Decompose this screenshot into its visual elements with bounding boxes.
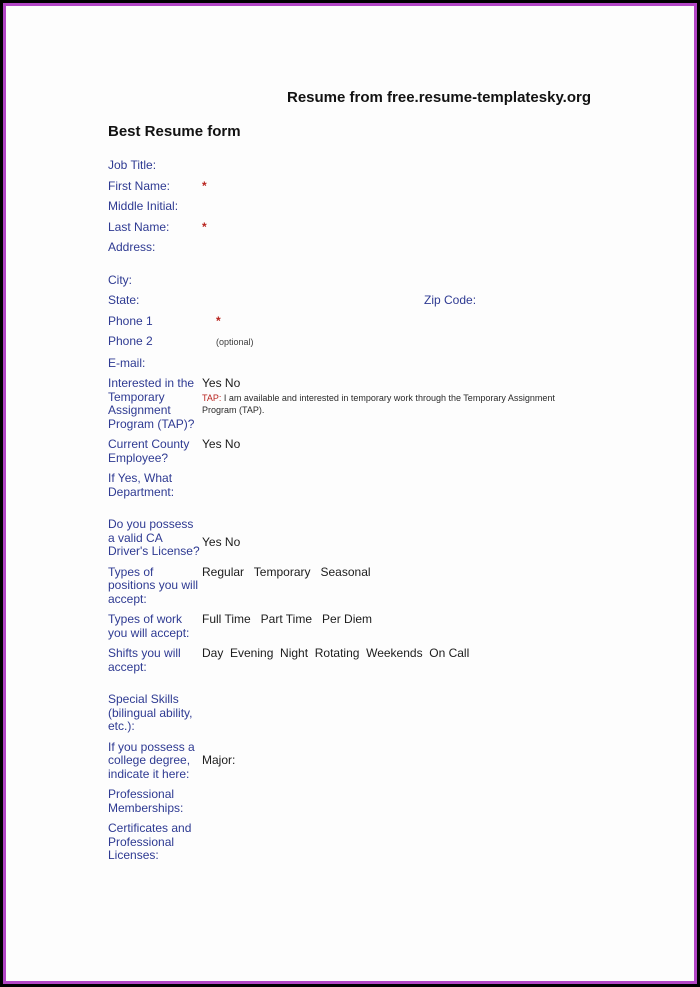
field-value-area (202, 788, 674, 802)
field-label: Last Name: (108, 219, 170, 234)
field-label: First Name: (108, 178, 171, 193)
form-row-phone-1 (108, 315, 674, 329)
yes-no-options: Yes No (202, 437, 241, 451)
form-row-shifts (108, 647, 674, 674)
form-row-email (108, 357, 674, 371)
position-type-options: Regular Temporary Seasonal (202, 564, 371, 579)
field-value-area (202, 200, 674, 214)
form-row-county-employee (108, 438, 674, 465)
field-value-area (202, 221, 674, 235)
yes-no-options: Yes No (202, 535, 241, 549)
field-value-area (202, 241, 674, 255)
form-row-position-types (108, 566, 674, 607)
form-row-work-types (108, 613, 674, 640)
field-value-area (202, 613, 674, 627)
field-value-area (202, 438, 674, 452)
form-row-phone-2 (108, 335, 674, 350)
tap-description-text: I am available and interested in temporary work through the Temporary Assignment Program (TAP). (202, 392, 555, 415)
form-row-job-title (108, 159, 674, 173)
field-label: State: (108, 293, 140, 307)
tap-prefix: TAP: (202, 392, 222, 403)
field-label-zip-code: Zip Code: (424, 293, 477, 307)
field-value-area (202, 518, 674, 550)
field-label: Special Skills (bilingual ability, etc.): (108, 692, 193, 733)
field-value-area (202, 472, 674, 486)
field-value-area (202, 159, 674, 173)
form-row-certificates (108, 822, 674, 863)
form-row-tap-interest (108, 377, 674, 431)
field-label: Phone 2 (108, 334, 153, 348)
field-label: Phone 1 (108, 313, 153, 328)
field-value-area (202, 822, 674, 836)
field-label: If you possess a college degree, indicate it here: (108, 739, 195, 781)
field-value-area (202, 335, 674, 350)
form-row-first-name (108, 180, 674, 194)
field-label: Certificates and Professional Licenses: (108, 821, 192, 862)
field-label: Shifts you will accept: (108, 646, 181, 674)
field-label: E-mail: (108, 355, 146, 370)
required-asterisk: * (202, 219, 207, 234)
source-header: Resume from free.resume-templatesky.org (287, 89, 591, 106)
yes-no-options: Yes No (202, 376, 241, 390)
form-row-college-degree (108, 741, 674, 782)
form-row-last-name (108, 221, 674, 235)
resume-form (108, 159, 674, 863)
field-value-area (202, 377, 674, 417)
form-row-state-zip (108, 294, 674, 308)
field-label: Middle Initial: (108, 199, 179, 213)
field-value-area (202, 693, 674, 707)
tap-description (202, 392, 574, 417)
field-value-area (202, 180, 674, 194)
field-value-area (202, 741, 674, 768)
major-label: Major: (202, 752, 236, 767)
work-type-options: Full Time Part Time Per Diem (202, 612, 373, 626)
form-row-department (108, 472, 674, 499)
field-label: Do you possess a valid CA Driver's License? (108, 517, 200, 558)
field-label: Address: (108, 240, 156, 254)
field-value-area (202, 274, 674, 288)
page-inner-border (3, 3, 697, 984)
form-row-drivers-license (108, 518, 674, 559)
field-label: City: (108, 272, 132, 287)
required-asterisk: * (216, 313, 221, 328)
field-value-area (202, 647, 674, 661)
field-label: Professional Memberships: (108, 787, 184, 815)
form-row-memberships (108, 788, 674, 815)
form-row-city (108, 274, 674, 288)
optional-note: (optional) (216, 337, 254, 347)
field-label: If Yes, What Department: (108, 471, 175, 499)
field-value-area (202, 294, 674, 308)
field-value-area (202, 315, 674, 329)
form-row-address (108, 241, 674, 255)
field-label: Current County Employee? (108, 437, 190, 465)
field-label: Types of positions you will accept: (108, 564, 199, 606)
required-asterisk: * (202, 178, 207, 193)
field-value-area (202, 566, 674, 580)
page-title: Best Resume form (108, 123, 241, 140)
form-row-middle-initial (108, 200, 674, 214)
shift-options: Day Evening Night Rotating Weekends On Call (202, 646, 470, 660)
form-row-special-skills (108, 693, 674, 734)
field-label: Types of work you will accept: (108, 612, 190, 640)
field-label: Interested in the Temporary Assignment Program (TAP)? (108, 376, 195, 431)
field-label: Job Title: (108, 158, 157, 172)
field-value-area (202, 357, 674, 371)
